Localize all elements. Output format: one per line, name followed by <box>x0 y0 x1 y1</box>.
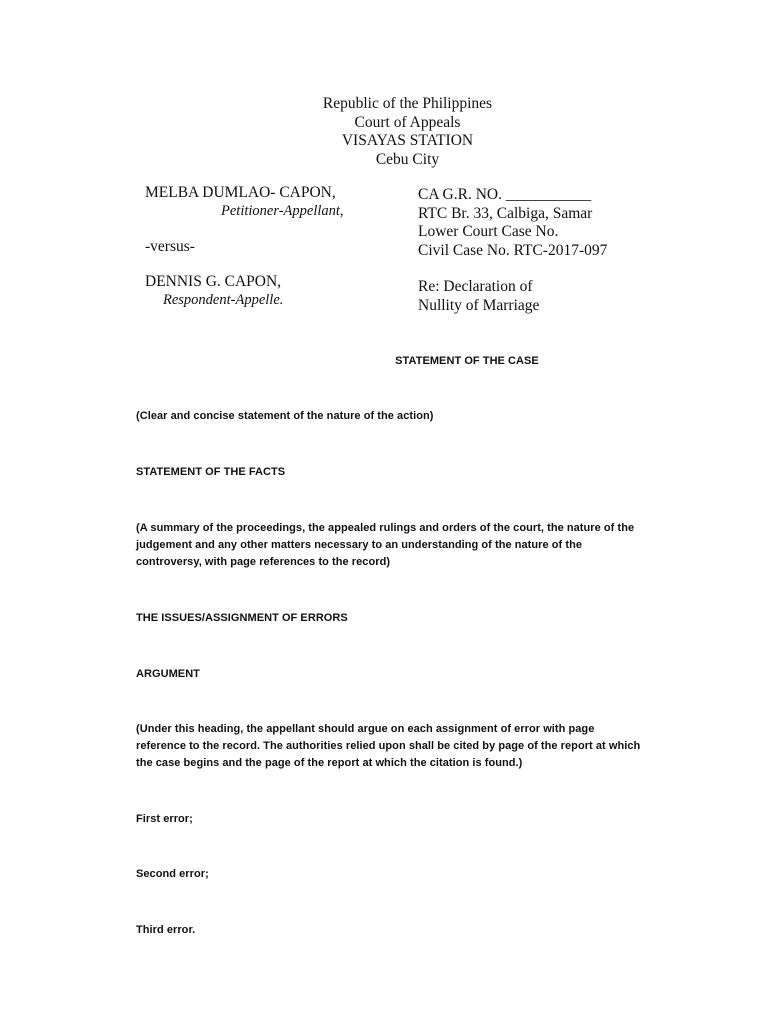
argument-text-line-1: (Under this heading, the appellant should argue on each assignment of error with page <box>136 723 595 735</box>
petitioner-name: MELBA DUMLAO- CAPON, <box>145 184 336 201</box>
civil-case-number: Civil Case No. RTC-2017-097 <box>418 242 608 259</box>
petitioner-role: Petitioner-Appellant, <box>221 203 344 219</box>
header-city: Cebu City <box>375 150 440 168</box>
statement-of-case-title: STATEMENT OF THE CASE <box>395 355 539 367</box>
second-error: Second error; <box>136 868 209 880</box>
statement-of-facts-title: STATEMENT OF THE FACTS <box>136 466 286 478</box>
facts-text-line-2: judgement and any other matters necessary to an understanding of the nature of the <box>136 539 583 551</box>
statement-of-case-text: (Clear and concise statement of the nature of the action) <box>136 410 434 422</box>
respondent-name: DENNIS G. CAPON, <box>145 273 282 290</box>
re-line-1: Re: Declaration of <box>418 278 533 295</box>
issues-title: THE ISSUES/ASSIGNMENT OF ERRORS <box>136 612 348 624</box>
re-line-2: Nullity of Marriage <box>418 297 540 314</box>
rtc-branch: RTC Br. 33, Calbiga, Samar <box>418 205 593 222</box>
versus-label: -versus- <box>145 238 195 255</box>
argument-text-line-3: the case begins and the page of the report at which the citation is found.) <box>136 757 523 769</box>
first-error: First error; <box>136 813 193 825</box>
facts-text-line-1: (A summary of the proceedings, the appealed rulings and orders of the court, the nature of the <box>136 522 635 534</box>
header-station: VISAYAS STATION <box>341 132 474 149</box>
facts-text-line-3: controversy, with page references to the record) <box>136 556 391 568</box>
argument-text-line-2: reference to the record. The authorities relied upon shall be cited by page of the report at which <box>136 740 641 752</box>
lower-court-case: Lower Court Case No. <box>418 223 559 240</box>
third-error: Third error. <box>136 924 196 936</box>
header-republic: Republic of the Philippines <box>322 95 493 112</box>
ca-gr-number: CA G.R. NO. ___________ <box>418 186 592 203</box>
respondent-role: Respondent-Appelle. <box>163 292 284 308</box>
argument-title: ARGUMENT <box>136 668 200 680</box>
header-court: Court of Appeals <box>354 113 461 131</box>
court-header <box>0 95 768 169</box>
